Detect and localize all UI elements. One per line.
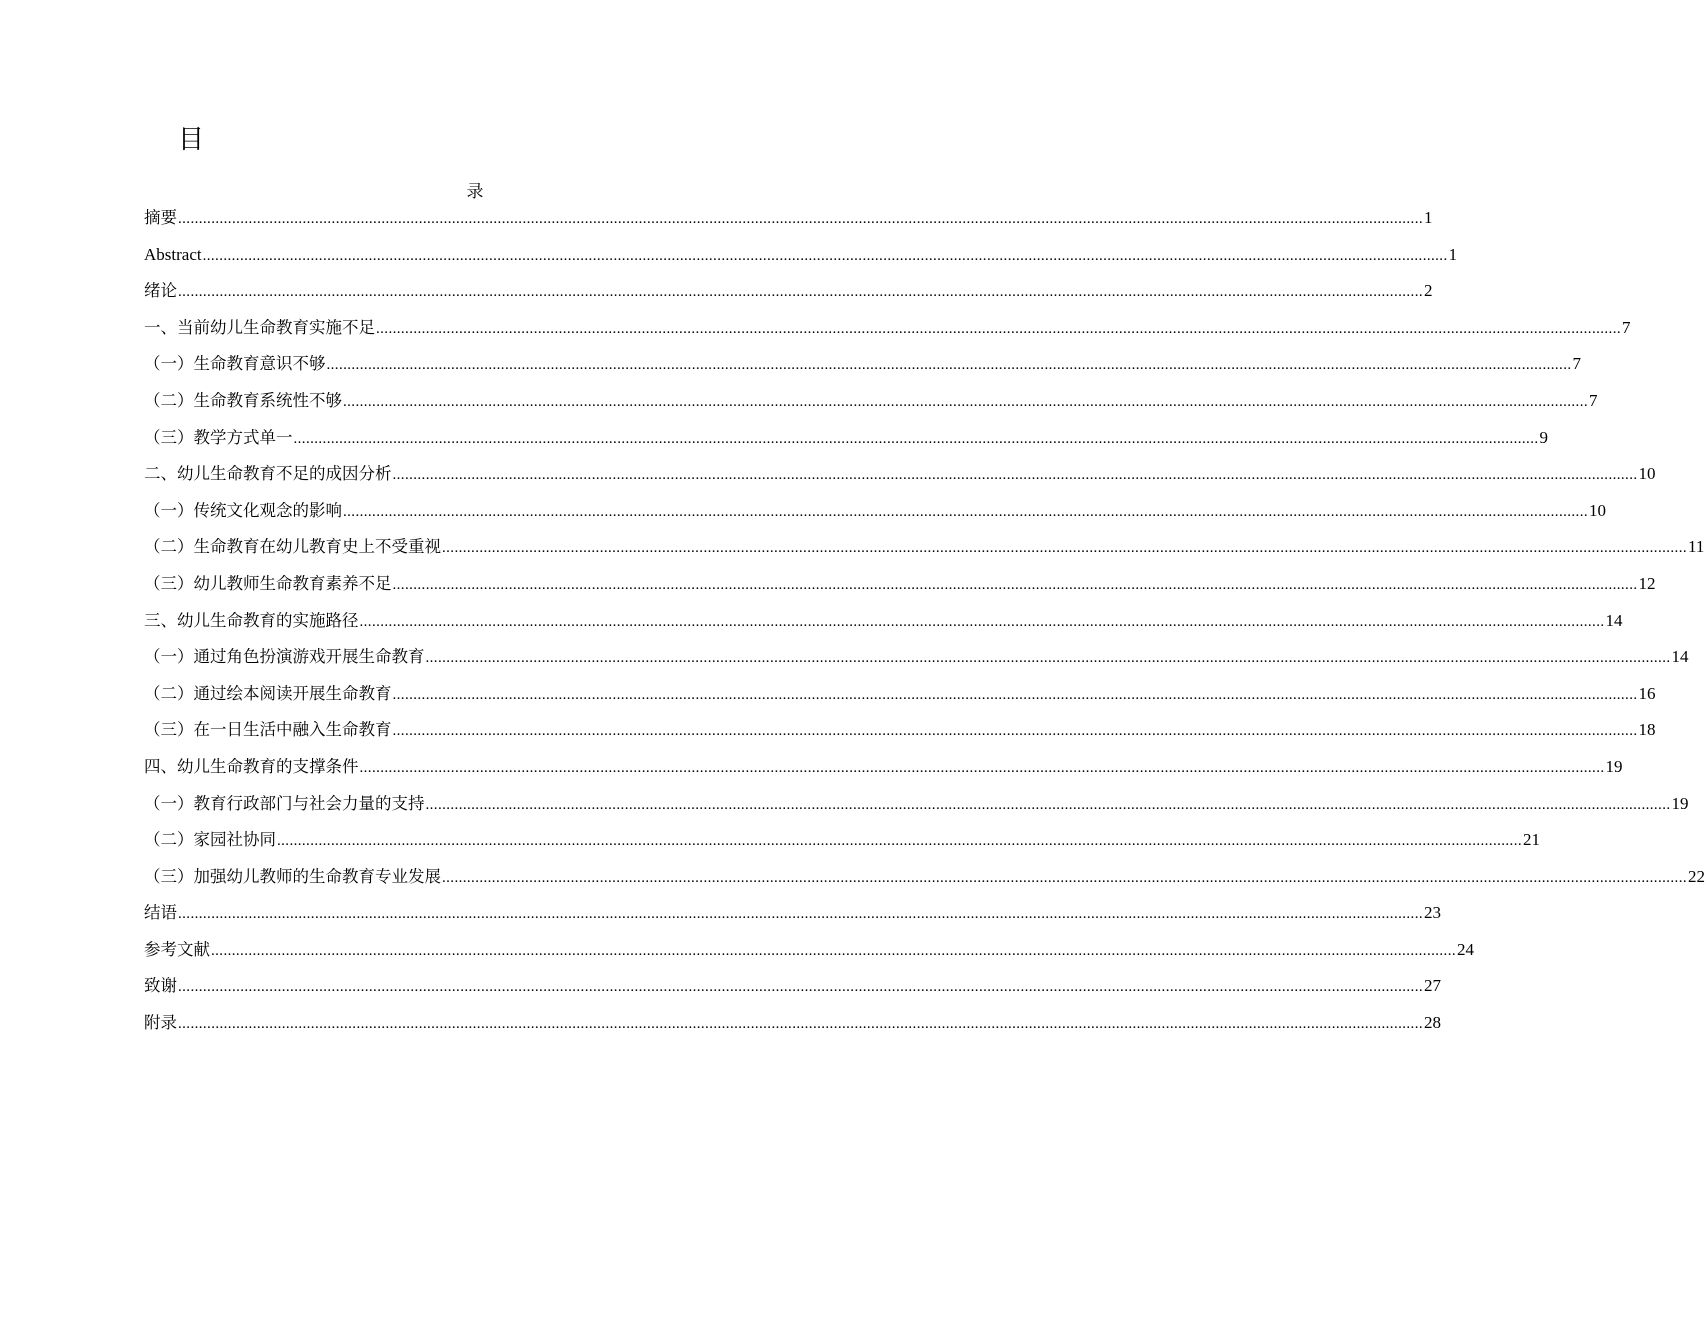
toc-entry[interactable] (144, 644, 1689, 681)
toc-entry[interactable] (144, 937, 1474, 974)
table-of-contents (144, 205, 1705, 1047)
toc-entry-page-number: 21 (1523, 830, 1540, 850)
toc-leader-dots: ............................................................................................................................................................................................................................................................................................................ (392, 467, 1638, 484)
toc-entry-page-number: 9 (1539, 427, 1548, 447)
toc-leader-dots: ............................................................................................................................................................................................................................................................................................................ (442, 540, 1687, 557)
toc-entry-label: （二）生命教育在幼儿教育史上不受重视 (144, 537, 441, 557)
toc-leader-dots: ............................................................................................................................................................................................................................................................................................................ (425, 796, 1671, 813)
toc-entry[interactable] (144, 827, 1540, 864)
toc-entry[interactable] (144, 461, 1656, 498)
toc-entry-label: 三、幼儿生命教育的实施路径 (144, 610, 359, 630)
toc-leader-dots: ............................................................................................................................................................................................................................................................................................................ (178, 211, 1423, 227)
toc-entry-page-number: 18 (1638, 720, 1656, 740)
toc-leader-dots: ............................................................................................................................................................................................................................................................................................................ (442, 869, 1687, 886)
toc-entry[interactable] (144, 205, 1433, 242)
toc-leader-dots: ............................................................................................................................................................................................................................................................................................................ (425, 650, 1671, 667)
toc-entry-label: （二）家园社协同 (144, 830, 276, 850)
toc-entry-label: 参考文献 (144, 939, 210, 959)
toc-entry[interactable] (144, 791, 1689, 828)
toc-entry-label: 致谢 (144, 976, 177, 996)
toc-leader-dots: ............................................................................................................................................................................................................................................................................................................ (202, 247, 1448, 264)
toc-entry[interactable] (144, 351, 1581, 388)
toc-entry[interactable] (144, 242, 1458, 279)
toc-entry-label: （一）教育行政部门与社会力量的支持 (144, 793, 425, 813)
toc-entry[interactable] (144, 681, 1656, 718)
toc-leader-dots: ............................................................................................................................................................................................................................................................................................................ (211, 942, 1456, 959)
toc-title-sub: 录 (466, 182, 484, 202)
toc-entry-page-number: 7 (1622, 317, 1631, 337)
toc-leader-dots: ............................................................................................................................................................................................................................................................................................................ (178, 979, 1423, 996)
toc-entry-page-number: 12 (1638, 573, 1656, 593)
toc-entry[interactable] (144, 534, 1705, 571)
toc-entry-page-number: 11 (1688, 537, 1705, 557)
toc-entry[interactable] (144, 425, 1548, 462)
toc-entry-page-number: 16 (1638, 683, 1656, 703)
toc-entry-label: （二）生命教育系统性不够 (144, 390, 342, 410)
toc-title-main: 目 (178, 125, 205, 155)
toc-entry-label: （三）在一日生活中融入生命教育 (144, 720, 392, 740)
toc-entry-label: 结语 (144, 903, 177, 923)
toc-entry-label: 四、幼儿生命教育的支撑条件 (144, 756, 359, 776)
toc-entry[interactable] (144, 571, 1656, 608)
toc-entry[interactable] (144, 315, 1631, 352)
toc-leader-dots: ............................................................................................................................................................................................................................................................................................................ (178, 284, 1423, 301)
toc-entry[interactable] (144, 864, 1705, 901)
toc-entry-label: （三）幼儿教师生命教育素养不足 (144, 573, 392, 593)
toc-leader-dots: ............................................................................................................................................................................................................................................................................................................ (343, 393, 1588, 410)
toc-leader-dots: ............................................................................................................................................................................................................................................................................................................ (359, 613, 1605, 630)
toc-entry-label: （三）教学方式单一 (144, 427, 293, 447)
toc-entry[interactable] (144, 498, 1606, 535)
toc-entry-label: 摘要 (144, 208, 177, 227)
toc-entry[interactable] (144, 900, 1441, 937)
toc-entry-page-number: 10 (1589, 500, 1606, 520)
toc-entry-label: （一）生命教育意识不够 (144, 354, 326, 374)
toc-leader-dots: ............................................................................................................................................................................................................................................................................................................ (392, 576, 1638, 593)
toc-leader-dots: ............................................................................................................................................................................................................................................................................................................ (392, 723, 1638, 740)
toc-entry[interactable] (144, 1010, 1441, 1047)
toc-leader-dots: ............................................................................................................................................................................................................................................................................................................ (178, 1016, 1423, 1033)
toc-entry-label: （三）加强幼儿教师的生命教育专业发展 (144, 866, 441, 886)
toc-entry-page-number: 24 (1457, 939, 1474, 959)
toc-leader-dots: ............................................................................................................................................................................................................................................................................................................ (326, 357, 1572, 374)
toc-leader-dots: ............................................................................................................................................................................................................................................................................................................ (178, 906, 1423, 923)
toc-entry[interactable] (144, 388, 1598, 425)
toc-entry-label: （一）通过角色扮演游戏开展生命教育 (144, 647, 425, 667)
toc-entry[interactable] (144, 608, 1623, 645)
toc-entry-page-number: 10 (1638, 464, 1656, 484)
toc-entry-page-number: 19 (1671, 793, 1689, 813)
toc-entry-page-number: 2 (1424, 281, 1433, 301)
toc-entry-page-number: 22 (1688, 866, 1705, 886)
toc-leader-dots: ............................................................................................................................................................................................................................................................................................................ (359, 759, 1605, 776)
toc-leader-dots: ............................................................................................................................................................................................................................................................................................................ (343, 503, 1588, 520)
toc-entry-page-number: 27 (1424, 976, 1441, 996)
toc-entry-page-number: 1 (1424, 208, 1433, 227)
toc-leader-dots: ............................................................................................................................................................................................................................................................................................................ (392, 686, 1638, 703)
toc-entry-label: （一）传统文化观念的影响 (144, 500, 342, 520)
toc-entry[interactable] (144, 973, 1441, 1010)
toc-entry-page-number: 7 (1589, 390, 1598, 410)
toc-entry-page-number: 14 (1671, 647, 1689, 667)
toc-leader-dots: ............................................................................................................................................................................................................................................................................................................ (293, 430, 1539, 447)
toc-entry-label: 二、幼儿生命教育不足的成因分析 (144, 464, 392, 484)
toc-entry-page-number: 7 (1572, 354, 1581, 374)
toc-entry-label: （二）通过绘本阅读开展生命教育 (144, 683, 392, 703)
toc-entry-label: 一、当前幼儿生命教育实施不足 (144, 317, 375, 337)
toc-leader-dots: ............................................................................................................................................................................................................................................................................................................ (376, 320, 1621, 337)
toc-entry[interactable] (144, 717, 1656, 754)
toc-entry-page-number: 14 (1605, 610, 1623, 630)
toc-entry-label: Abstract (144, 244, 202, 264)
toc-entry[interactable] (144, 754, 1623, 791)
toc-entry-label: 附录 (144, 1013, 177, 1033)
toc-entry-label: 绪论 (144, 281, 177, 301)
toc-entry-page-number: 1 (1448, 244, 1458, 264)
toc-entry-page-number: 28 (1424, 1013, 1441, 1033)
toc-entry-page-number: 23 (1424, 903, 1441, 923)
toc-entry[interactable] (144, 278, 1433, 315)
toc-leader-dots: ............................................................................................................................................................................................................................................................................................................ (277, 833, 1522, 850)
toc-entry-page-number: 19 (1605, 756, 1623, 776)
